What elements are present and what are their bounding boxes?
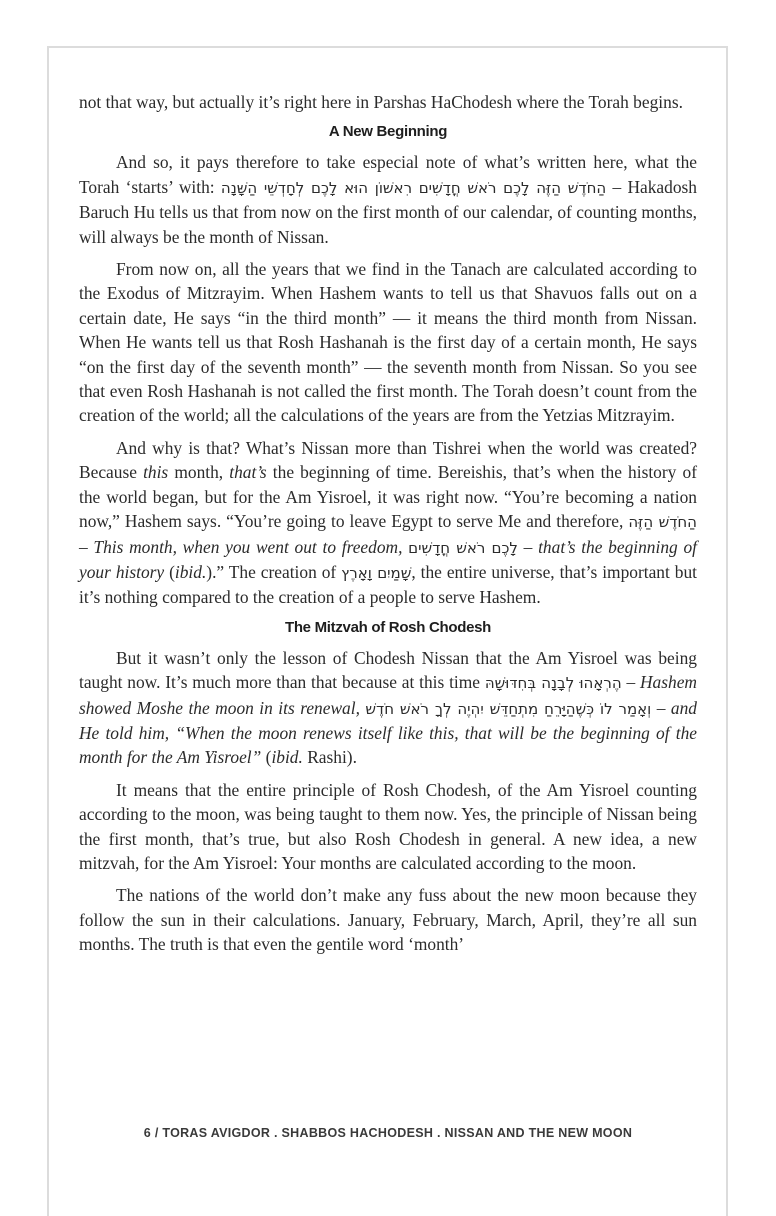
emphasis: – that’s the beginning of your history: [79, 536, 697, 582]
hebrew-quote: הַחֹדֶשׁ הַזֶּה לָכֶם רֹאשׁ חֳדָשִׁים רִאשׁוֹן הוּא לָכֶם לְחָדְשֵׁי הַשָּׁנָה: [220, 178, 607, 197]
paragraph: [79, 646, 697, 770]
text: , the entire universe, that’s important but it’s nothing compared to the creation of a people to serve Hashem.: [79, 561, 697, 608]
emphasis: ibid.: [271, 747, 303, 768]
hebrew-quote: שָׁמַיִם וָאָרֶץ: [341, 563, 412, 582]
hebrew-quote: לָכֶם רֹאשׁ חֳדָשִׁים: [408, 538, 518, 557]
text: Rashi).: [302, 747, 357, 768]
emphasis: – Hashem showed Moshe the moon in its renewal,: [79, 672, 697, 718]
text: month,: [168, 462, 230, 483]
emphasis: this: [143, 462, 169, 483]
text: ).” The creation of: [206, 561, 342, 582]
text: (: [261, 747, 272, 768]
paragraph: It means that the entire principle of Rosh Chodesh, of the Am Yisroel counting according to the moon, was being taught to them now. Yes, the principle of Nissan being the first month, that’s true, but also Rosh Chodesh in general. A new idea, a new mitzvah, for the Am Yisroel: Your months are calculated according to the moon.: [79, 779, 697, 873]
paragraph: From now on, all the years that we find in the Tanach are calculated according to the Exodus of Mitzrayim. When Hashem wants to tell us that Shavuos falls out on a certain date, He says “in the third month” — it means the third month from Nissan. When He wants tell us that Rosh Hashanah is the first day of a certain month, He says “on the first day of the seventh month” — the seventh month from Nissan. So you see that even Rosh Hashanah is not called the first month. The Torah doesn’t count from the creation of the world; all the calculations of the years are from the Yetzias Mitzrayim.: [79, 259, 697, 426]
text: And so, it pays therefore to take especial note of what’s written here, what the Torah ‘starts’ with:: [79, 152, 697, 197]
hebrew-quote: הֶרְאָהוּ לְבָנָה בְּחִדּוּשָׁהּ: [484, 674, 622, 693]
emphasis: ibid.: [174, 561, 207, 582]
emphasis: that’s: [229, 462, 267, 483]
hebrew-quote: וְאָמַר לוֹ כְּשֶׁהַיָּרֵחַ מִתְחַדֵּשׁ יִהְיֶה לְךָ רֹאשׁ חֹדֶשׁ: [365, 699, 652, 718]
text: And why is that? What’s Nissan more than Tishrei when the world was created? Because: [79, 437, 697, 483]
page-footer: 6 / TORAS AVIGDOR . SHABBOS HACHODESH . NISSAN AND THE NEW MOON: [143, 1126, 633, 1140]
hebrew-quote: הַחֹדֶשׁ הַזֶּה: [628, 513, 697, 532]
emphasis: – and He told him, “When the moon renews itself like this, that will be the beginning of the month for the Am Yisroel”: [79, 697, 697, 768]
paragraph: [79, 436, 697, 610]
page-body: [79, 90, 697, 965]
text: the beginning of time. Bereishis, that’s when the history of the world began, but for the Am Yisroel, it was right now. “You’re becoming a nation now,” Hashem says. “You’re going to leave Egypt to serve Me and therefore,: [79, 462, 697, 532]
paragraph-continuation: not that way, but actually it’s right here in Parshas HaChodesh where the Torah begins.: [79, 92, 683, 112]
text: (: [164, 561, 175, 582]
section-heading-new-beginning: A New Beginning: [328, 123, 448, 141]
text: But it wasn’t only the lesson of Chodesh Nissan that the Am Yisroel was being taught now. It’s much more than that because at this time: [79, 647, 697, 693]
section-heading-mitzvah-rosh-chodesh: The Mitzvah of Rosh Chodesh: [284, 618, 492, 636]
paragraph: The nations of the world don’t make any fuss about the new moon because they follow the sun in their calculations. January, February, March, April, they’re all sun months. The truth is that even the gentile word ‘month’: [79, 885, 697, 955]
paragraph: [79, 150, 697, 249]
text: – Hakadosh Baruch Hu tells us that from now on the first month of our calendar, of counting months, will always be the month of Nissan.: [79, 176, 697, 247]
emphasis: – This month, when you went out to freedom,: [79, 536, 409, 557]
